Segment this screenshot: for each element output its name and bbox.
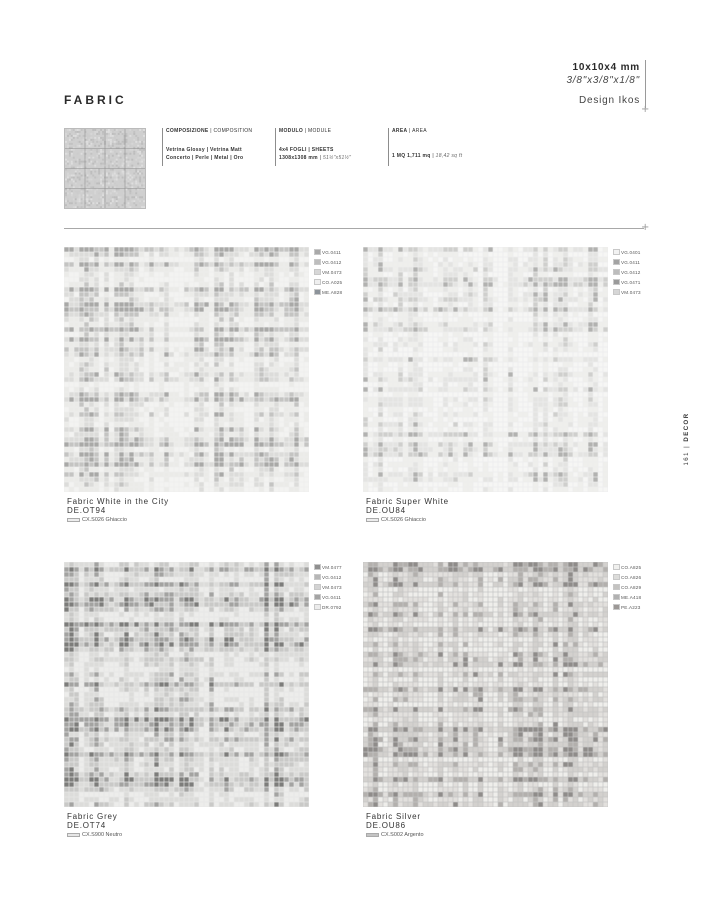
page-side-label: 161 | DECOR [684,412,690,466]
color-swatch [613,584,620,590]
swatch-item [314,247,362,257]
color-swatch [613,249,620,255]
mosaic-pattern [363,247,608,492]
product-code: DE.OU84 [366,506,406,515]
swatch-code: VG.0411 [322,594,342,600]
grout-label: CX.S026 Ghiaccio [82,517,127,523]
color-swatch [314,594,321,600]
spec-composition-head: COMPOSIZIONE [166,128,209,134]
color-swatch [314,249,321,255]
mosaic-pattern [64,562,309,807]
product-code: DE.OT94 [67,506,106,515]
product-name: Fabric Super White [366,497,449,506]
color-swatch [613,564,620,570]
swatch-item [314,602,362,612]
swatch-list [613,562,661,612]
crosshair-mark-icon: + [641,222,650,233]
color-swatch [314,269,321,275]
grout-swatch [366,833,379,837]
swatch-code: ME.A828 [322,289,343,295]
swatch-code: VM.0477 [322,564,342,570]
spec-module-size: 1308x1308 mm [279,155,318,161]
swatch-code: VM.0473 [322,269,342,275]
swatch-code: PE.A223 [621,604,641,610]
swatch-code: VG.0412 [322,259,342,265]
header-divider [645,60,646,108]
swatch-item [314,572,362,582]
collection-title: FABRIC [64,93,127,107]
color-swatch [613,574,620,580]
color-swatch [314,574,321,580]
format-size-imperial: 3/8"x3/8"x1/8" [566,75,640,86]
swatch-item [613,562,661,572]
color-swatch [314,289,321,295]
swatch-item [613,287,661,297]
spec-module-line1: 4x4 FOGLI | SHEETS [279,147,334,153]
spec-module-size-imperial: 51½"x51½" [322,155,352,161]
spec-composition-head-en: | COMPOSITION [208,128,253,134]
format-size: 10x10x4 mm [572,62,640,73]
swatch-code: CO.A826 [621,574,642,580]
swatch-code: CO.A829 [621,584,642,590]
spec-area-value: 1 MQ 1,711 mq [392,153,431,159]
spec-module: MODULO | MODULE 4x4 FOGLI | SHEETS 1308x1308 mm | 51½"x51½" [275,128,383,166]
swatch-item [613,247,661,257]
swatch-code: VM.0473 [621,289,641,295]
section-name: DECOR [684,412,690,442]
color-swatch [314,584,321,590]
color-swatch [613,604,620,610]
mosaic-pattern [363,562,608,807]
color-swatch [613,289,620,295]
product-name: Fabric Grey [67,812,118,821]
grout-swatch [366,518,379,522]
swatch-item [314,257,362,267]
color-swatch [613,594,620,600]
crosshair-mark-icon: + [641,104,650,115]
spec-composition [162,128,270,166]
swatch-code: VG.0412 [621,269,641,275]
product-name: Fabric White in the City [67,497,169,506]
spec-area-head: AREA [392,128,408,134]
collection-thumbnail [64,128,146,209]
swatch-list [613,247,661,297]
swatch-list [314,562,362,612]
spec-module-head-en: | MODULE [303,128,332,134]
grout-swatch [67,833,80,837]
product-code: DE.OT74 [67,821,106,830]
spec-area-value-imperial: 18,42 sq ft [435,153,463,159]
spec-area-head-en: | AREA [407,128,427,134]
mosaic-pattern [64,247,309,492]
swatch-list [314,247,362,297]
swatch-code: VM.0473 [322,584,342,590]
swatch-item [613,572,661,582]
swatch-code: VG.0471 [621,279,641,285]
swatch-code: CO.A025 [322,279,343,285]
color-swatch [314,279,321,285]
swatch-code: VG.0411 [621,259,641,265]
brand-name: Design Ikos [578,95,640,106]
color-swatch [314,564,321,570]
page-number: 161 [684,451,690,466]
swatch-code: VG.0411 [322,249,342,255]
product-name: Fabric Silver [366,812,421,821]
swatch-code: VG.0401 [621,249,641,255]
spec-module-head: MODULO [279,128,304,134]
swatch-item [314,582,362,592]
color-swatch [314,259,321,265]
swatch-item [314,267,362,277]
swatch-code: CO.A825 [621,564,642,570]
swatch-item [314,277,362,287]
color-swatch [613,279,620,285]
swatch-code: VG.0412 [322,574,342,580]
swatch-code: DR.0792 [322,604,342,610]
color-swatch [613,259,620,265]
swatch-item [613,602,661,612]
swatch-item [613,582,661,592]
grout-label: CX.S900 Neutro [82,832,123,838]
color-swatch [613,269,620,275]
swatch-item [314,562,362,572]
grout-label: CX.S002 Argento [381,832,424,838]
swatch-item [314,592,362,602]
swatch-item [613,592,661,602]
swatch-item [613,267,661,277]
swatch-item [314,287,362,297]
swatch-code: ME.A418 [621,594,642,600]
grout-swatch [67,518,80,522]
section-divider [64,228,644,229]
swatch-item [613,277,661,287]
product-code: DE.OU86 [366,821,406,830]
swatch-item [613,257,661,267]
grout-label: CX.S026 Ghiaccio [381,517,426,523]
spec-composition-line2: Concerto | Perle | Metal | Oro [166,155,244,161]
spec-composition-line1: Vetrina Glossy | Vetrina Matt [166,147,242,153]
color-swatch [314,604,321,610]
spec-area: AREA | AREA 1 MQ 1,711 mq | 18,42 sq ft [388,128,498,166]
